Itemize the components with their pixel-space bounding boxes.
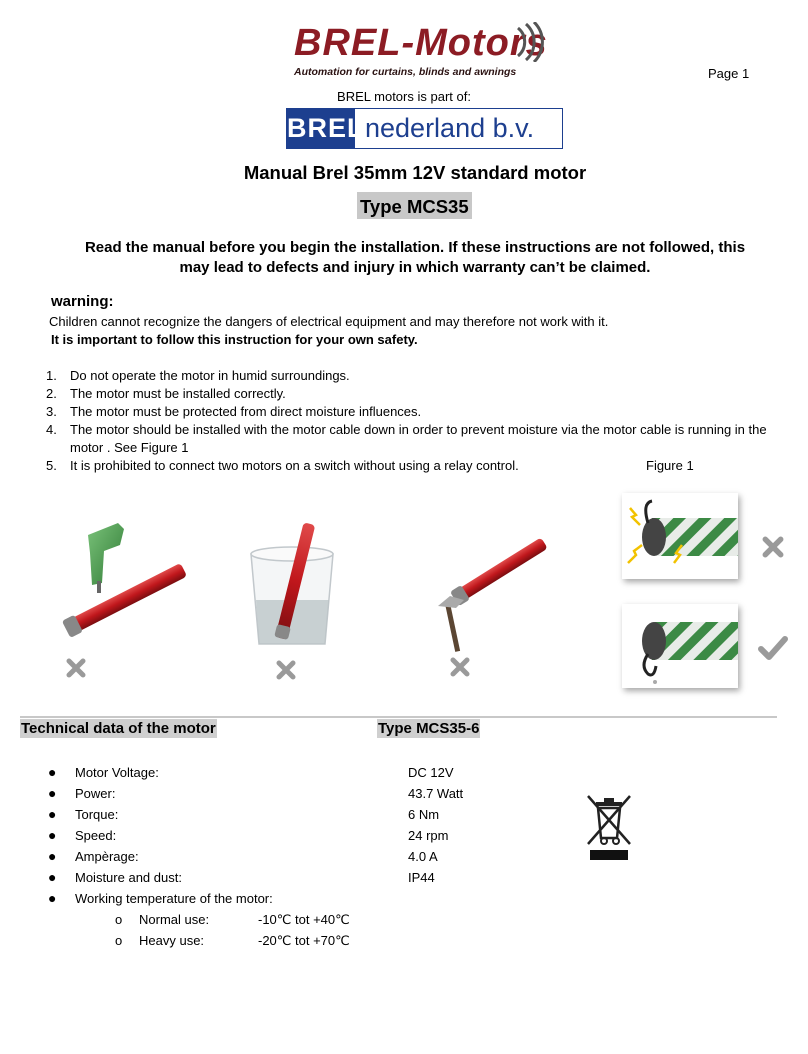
rule-number: 4. xyxy=(46,422,57,437)
sub-spec-row xyxy=(115,933,415,954)
drill-illustration xyxy=(40,515,200,685)
spec-row xyxy=(48,765,478,786)
rule-text: Do not operate the motor in humid surroundings. xyxy=(70,368,350,383)
warning-text: Children cannot recognize the dangers of electrical equipment and may therefore not work with it. xyxy=(49,314,609,329)
bullet: ● xyxy=(48,869,57,885)
warning-heading: warning: xyxy=(51,293,114,310)
cross-icon xyxy=(450,657,470,677)
manual-title: Manual Brel 35mm 12V standard motor xyxy=(243,162,587,183)
brel-nederland-logo xyxy=(286,108,563,149)
spec-label: Working temperature of the motor: xyxy=(75,891,273,906)
bullet: ● xyxy=(48,764,57,780)
spec-row xyxy=(48,828,478,849)
spec-value: 43.7 Watt xyxy=(408,786,464,801)
rule-text: The motor must be protected from direct moisture influences. xyxy=(70,404,422,419)
signal-waves-icon xyxy=(512,22,548,62)
rule-number: 5. xyxy=(46,458,57,473)
rule-number: 2. xyxy=(46,386,57,401)
bullet: ● xyxy=(48,806,57,822)
brel-nl-box: BREL xyxy=(287,109,355,148)
spec-value: 4.0 A xyxy=(408,849,438,864)
logo-wordmark: BREL-Motors xyxy=(294,22,548,64)
striped-tube-icon xyxy=(622,493,738,579)
cable-up-illustration xyxy=(622,493,738,579)
sub-spec-label: Heavy use: xyxy=(139,933,205,948)
tech-heading-text: Technical data of the motor xyxy=(21,720,216,737)
section-divider xyxy=(20,716,777,718)
rule-item xyxy=(46,403,791,421)
rule-number: 3. xyxy=(46,404,57,419)
spec-value: DC 12V xyxy=(408,765,454,780)
rule-item xyxy=(46,421,791,457)
sub-bullet: o xyxy=(115,912,123,927)
bullet: ● xyxy=(48,848,57,864)
cable-down-illustration xyxy=(622,604,738,688)
rule-text: The motor must be installed correctly. xyxy=(70,386,286,401)
striped-tube-icon xyxy=(622,604,738,688)
spec-row xyxy=(48,891,478,912)
rule-item xyxy=(46,367,791,385)
type-heading xyxy=(357,196,472,218)
rule-item xyxy=(46,385,791,403)
spec-value: 6 Nm xyxy=(408,807,440,822)
tech-type-heading xyxy=(377,720,480,738)
sub-spec-row xyxy=(115,912,415,933)
brel-nl-text: nederland b.v. xyxy=(365,113,535,143)
sub-spec-value: -10℃ tot +40℃ xyxy=(258,912,350,927)
water-cup-illustration xyxy=(245,522,340,652)
brel-motors-logo xyxy=(290,22,550,80)
cross-icon xyxy=(762,536,784,558)
tech-heading xyxy=(20,720,217,738)
bullet: ● xyxy=(48,890,57,906)
spec-label: Ampèrage: xyxy=(75,849,139,864)
hammer-illustration xyxy=(430,530,560,655)
cross-icon xyxy=(276,660,296,680)
spec-label: Speed: xyxy=(75,828,117,843)
read-manual-notice: Read the manual before you begin the installation. If these instructions are not followed, this may lead to defects and injury in which warranty can’t be claimed. xyxy=(84,239,746,276)
sub-spec-value: -20℃ tot +70℃ xyxy=(258,933,350,948)
logo-tagline: Automation for curtains, blinds and awnings xyxy=(294,66,517,78)
sub-bullet: o xyxy=(115,933,123,948)
tech-type-text: Type MCS35-6 xyxy=(378,720,480,737)
spec-row xyxy=(48,849,478,870)
spec-row xyxy=(48,870,478,891)
check-icon xyxy=(758,635,788,661)
part-of-text: BREL motors is part of: xyxy=(337,89,471,104)
spec-value: 24 rpm xyxy=(408,828,449,843)
warning-safety-text: It is important to follow this instruction for your own safety. xyxy=(51,332,418,347)
spec-row xyxy=(48,786,478,807)
page-number: Page 1 xyxy=(708,66,750,81)
rule-text: It is prohibited to connect two motors on a switch without using a relay control. xyxy=(70,458,519,473)
weee-bin-icon xyxy=(584,792,634,864)
spec-label: Torque: xyxy=(75,807,119,822)
figure-label: Figure 1 xyxy=(646,458,694,473)
rule-number: 1. xyxy=(46,368,57,383)
spec-row xyxy=(48,807,478,828)
spec-label: Moisture and dust: xyxy=(75,870,182,885)
spec-label: Motor Voltage: xyxy=(75,765,159,780)
sub-spec-label: Normal use: xyxy=(139,912,210,927)
spec-value: IP44 xyxy=(408,870,435,885)
cross-icon xyxy=(66,658,86,678)
type-label: Type MCS35 xyxy=(357,192,472,219)
spec-label: Power: xyxy=(75,786,116,801)
bullet: ● xyxy=(48,827,57,843)
rule-text: The motor should be installed with the motor cable down in order to prevent moisture via the motor cable is running in the motor . See Figure 1 xyxy=(70,422,767,455)
bullet: ● xyxy=(48,785,57,801)
